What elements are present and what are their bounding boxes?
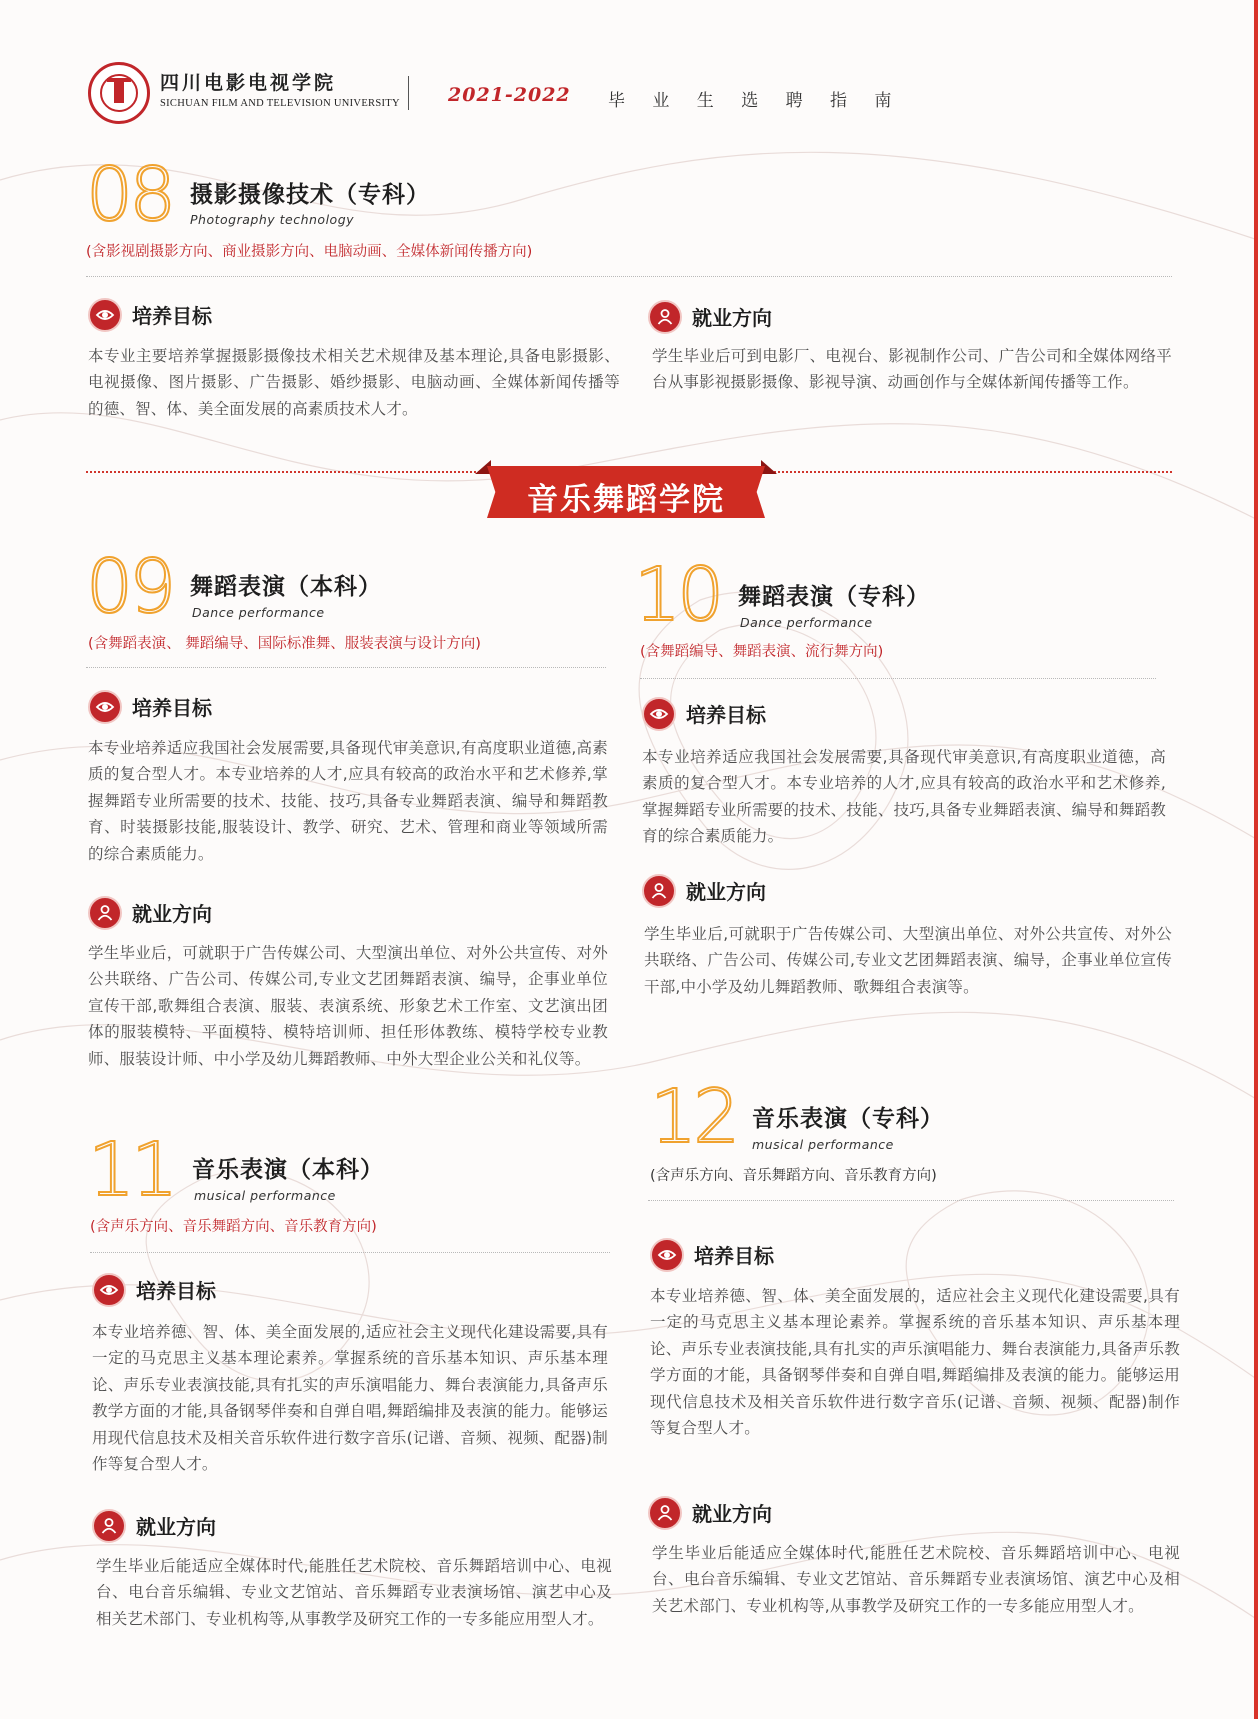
career-label: 就业方向	[692, 1502, 772, 1526]
major-directions: (含声乐方向、音乐舞蹈方向、音乐教育方向)	[650, 1168, 937, 1184]
career-label: 就业方向	[132, 902, 212, 926]
major-directions: (含舞蹈编导、舞蹈表演、流行舞方向)	[640, 644, 884, 660]
major-title: 音乐表演（专科）	[752, 1106, 944, 1132]
person-icon	[642, 874, 676, 908]
eye-icon	[92, 1273, 126, 1307]
career-text: 学生毕业后能适应全媒体时代,能胜任艺术院校、音乐舞蹈培训中心、电视台、电台音乐编辑、专业文艺馆站、音乐舞蹈专业表演场馆、演艺中心及相关艺术部门、专业机构等,从事教学及研究工作的一专多能应用型人才。	[652, 1544, 1180, 1615]
divider	[90, 1252, 610, 1253]
career-text: 学生毕业后，可就职于广告传媒公司、大型演出单位、对外公共宣传、对外公共联络、广告公司、传媒公司,专业文艺团舞蹈表演、编导，企事业单位宣传干部,歌舞组合表演、服装、表演系统、形象艺术工作室、文艺演出团体的服装模特、平面模特、模特培训师、担任形体教练、模特学校专业教师、服装设计师、中小学及幼儿舞蹈教师、中外大型企业公关和礼仪等。	[88, 944, 608, 1068]
major-directions: (含声乐方向、音乐舞蹈方向、音乐教育方向)	[90, 1219, 377, 1235]
guide-title: 毕 业 生 选 聘 指 南	[608, 91, 903, 111]
divider	[86, 667, 606, 668]
major-number: 08	[86, 152, 173, 238]
goal-label: 培养目标	[132, 304, 212, 328]
divider	[640, 678, 1156, 679]
goal-text: 本专业培养适应我国社会发展需要,具备现代审美意识,有高度职业道德,高素质的复合型人才。本专业培养的人才,应具有较高的政治水平和艺术修养,掌握舞蹈专业所需要的技术、技能、技巧,具备专业舞蹈表演、编导和舞蹈教育、时装摄影技能,服装设计、教学、研究、艺术、管理和商业等领域所需的综合素质能力。	[88, 739, 608, 863]
page-header	[88, 62, 1188, 132]
person-icon	[92, 1509, 126, 1543]
major-title: 舞蹈表演（本科）	[190, 574, 382, 600]
divider	[86, 276, 1172, 277]
goal-label: 培养目标	[132, 696, 212, 720]
major-11	[88, 1127, 628, 1235]
person-icon	[88, 896, 122, 930]
person-icon	[648, 1496, 682, 1530]
goal-text: 本专业培养适应我国社会发展需要,具备现代审美意识,有高度职业道德，高素质的复合型人才。本专业培养的人才,应具有较高的政治水平和艺术修养,掌握舞蹈专业所需要的技术、技能、技巧,具备专业舞蹈表演、编导和舞蹈教育的综合素质能力。	[642, 748, 1166, 846]
career-text: 学生毕业后,可就职于广告传媒公司、大型演出单位、对外公共宣传、对外公共联络、广告公司、传媒公司,专业文艺团舞蹈表演、编导，企事业单位宣传干部,中小学及幼儿舞蹈教师、歌舞组合表演等。	[644, 925, 1172, 996]
header-divider	[408, 76, 409, 110]
divider	[648, 1200, 1174, 1201]
major-number: 11	[88, 1127, 175, 1213]
academic-years: 2021-2022	[448, 84, 571, 106]
career-text: 学生毕业后能适应全媒体时代,能胜任艺术院校、音乐舞蹈培训中心、电视台、电台音乐编辑、专业文艺馆站、音乐舞蹈专业表演场馆、演艺中心及相关艺术部门、专业机构等,从事教学及研究工作的一专多能应用型人才。	[96, 1557, 612, 1628]
major-10	[634, 552, 1174, 660]
major-subtitle: Photography technology	[190, 212, 355, 227]
major-12	[650, 1074, 1190, 1184]
career-label: 就业方向	[686, 880, 766, 904]
goal-label: 培养目标	[686, 703, 766, 727]
major-number: 12	[650, 1074, 737, 1160]
goal-text: 本专业培养德、智、体、美全面发展的,适应社会主义现代化建设需要,具有一定的马克思主义基本理论素养。掌握系统的音乐基本知识、声乐基本理论、声乐专业表演技能,具有扎实的声乐演唱能力、舞台表演能力,具备声乐教学方面的才能,具备钢琴伴奏和自弹自唱,舞蹈编排及表演的能力。能够运用现代信息技术及相关音乐软件进行数字音乐(记谱、音频、视频、配器)制作等复合型人才。	[92, 1323, 608, 1474]
page-edge-stripe	[1254, 0, 1258, 1719]
goal-label: 培养目标	[136, 1279, 216, 1303]
goal-text: 本专业培养德、智、体、美全面发展的，适应社会主义现代化建设需要,具有一定的马克思主义基本理论素养。掌握系统的音乐基本知识、声乐基本理论、声乐专业表演技能,具有扎实的声乐演唱能力、舞台表演能力,具备声乐教学方面的才能，具备钢琴伴奏和自弹自唱,舞蹈编排及表演的能力。能够运用现代信息技术及相关音乐软件进行数字音乐(记谱、音频、视频、配器)制作等复合型人才。	[650, 1287, 1180, 1438]
major-number: 09	[86, 544, 173, 630]
major-title: 摄影摄像技术（专科）	[190, 182, 430, 208]
major-directions: (含影视剧摄影方向、商业摄影方向、电脑动画、全媒体新闻传播方向)	[86, 244, 533, 260]
major-09	[86, 544, 626, 652]
major-subtitle: Dance performance	[192, 605, 325, 620]
college-banner	[475, 458, 777, 524]
career-label: 就业方向	[692, 306, 772, 330]
university-name-en: SICHUAN FILM AND TELEVISION UNIVERSITY	[160, 98, 400, 109]
person-icon	[648, 300, 682, 334]
goal-text: 本专业主要培养掌握摄影摄像技术相关艺术规律及基本理论,具备电影摄影、电视摄像、图片摄影、广告摄影、婚纱摄影、电脑动画、全媒体新闻传播等的德、智、体、美全面发展的高素质技术人才。	[88, 347, 620, 418]
university-name-cn: 四川电影电视学院	[160, 72, 337, 94]
major-title: 音乐表演（本科）	[192, 1157, 384, 1183]
university-seal-logo	[88, 62, 150, 124]
career-text: 学生毕业后可到电影厂、电视台、影视制作公司、广告公司和全媒体网络平台从事影视摄影摄像、影视导演、动画创作与全媒体新闻传播等工作。	[652, 347, 1172, 392]
major-subtitle: musical performance	[752, 1137, 894, 1152]
major-directions: (含舞蹈表演、 舞蹈编导、国际标准舞、服装表演与设计方向)	[88, 636, 481, 652]
eye-icon	[642, 697, 676, 731]
eye-icon	[88, 690, 122, 724]
major-subtitle: musical performance	[194, 1188, 336, 1203]
college-banner-text: 音乐舞蹈学院	[527, 482, 725, 518]
career-label: 就业方向	[136, 1515, 216, 1539]
eye-icon	[650, 1238, 684, 1272]
goal-label: 培养目标	[694, 1244, 774, 1268]
major-number: 10	[634, 552, 721, 638]
major-title: 舞蹈表演（专科）	[738, 584, 930, 610]
major-subtitle: Dance performance	[740, 615, 873, 630]
major-08	[86, 152, 1176, 260]
eye-icon	[88, 298, 122, 332]
